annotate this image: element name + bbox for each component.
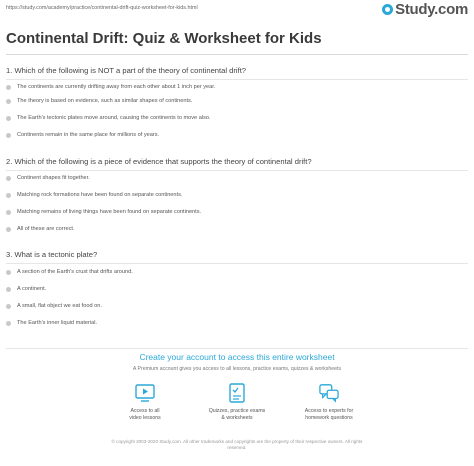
radio-icon[interactable] [6, 176, 11, 181]
radio-icon[interactable] [6, 304, 11, 309]
question-1: 1. Which of the following is NOT a part of the theory of continental drift? [6, 66, 247, 75]
feature-label [305, 408, 353, 421]
radio-icon[interactable] [6, 210, 11, 215]
radio-icon[interactable] [6, 85, 11, 90]
cta-divider [6, 348, 468, 349]
question-3: 3. What is a tectonic plate? [6, 250, 98, 259]
option-label: The Earth's inner liquid material. [17, 320, 98, 326]
question-3-option-4[interactable] [6, 317, 97, 329]
title-divider [6, 54, 468, 55]
feature-label-line: Access to all [130, 408, 160, 414]
radio-icon[interactable] [6, 116, 11, 121]
page-title: Continental Drift: Quiz & Worksheet for Kids [6, 30, 322, 47]
feature-label-line: Quizzes, practice exams [208, 408, 266, 414]
question-3-divider [6, 263, 468, 264]
feature-label [129, 408, 160, 421]
option-label: A small, flat object we eat food on. [17, 303, 102, 309]
feature-label-line: homework questions [305, 414, 353, 421]
feature-label-line: video lessons [129, 414, 161, 421]
question-2-option-2[interactable] [6, 189, 182, 201]
option-label: Continents remain in the same place for millions of years. [17, 132, 160, 138]
feature-video-lessons [100, 383, 190, 421]
question-2-option-3[interactable] [6, 206, 201, 218]
radio-icon[interactable] [6, 193, 11, 198]
radio-icon[interactable] [6, 227, 11, 232]
question-2-option-1[interactable] [6, 172, 90, 184]
copyright-line: reserved. [227, 445, 247, 451]
option-label: Matching remains of living things have been found on separate continents. [17, 209, 202, 215]
option-label: The Earth's tectonic plates move around, causing the continents to move also. [17, 115, 211, 121]
option-label: A section of the Earth's crust that drifts around. [17, 269, 133, 275]
question-1-option-4[interactable] [6, 129, 159, 141]
radio-icon[interactable] [6, 287, 11, 292]
page-url[interactable]: https://study.com/academy/practice/continental-drift-quiz-worksheet-for-kids.html [6, 5, 198, 11]
question-2-option-4[interactable] [6, 223, 75, 235]
study-logo[interactable] [382, 1, 468, 18]
option-label: A continent. [17, 286, 47, 292]
logo-text: Study.com [395, 1, 468, 18]
question-1-divider [6, 79, 468, 80]
radio-icon[interactable] [6, 321, 11, 326]
question-3-option-1[interactable] [6, 266, 133, 278]
radio-icon[interactable] [6, 133, 11, 138]
feature-label-line: Access to experts for [304, 408, 354, 414]
quiz-icon [227, 383, 247, 403]
question-2-divider [6, 170, 468, 171]
radio-icon[interactable] [6, 99, 11, 104]
logo-dot-icon [382, 4, 393, 15]
feature-label [209, 408, 266, 421]
cta-subtitle: A Premium account gives you access to all lessons, practice exams, quizzes & worksheets [132, 366, 342, 372]
question-3-option-2[interactable] [6, 283, 46, 295]
video-icon [135, 383, 155, 403]
option-label: The theory is based on evidence, such as similar shapes of continents. [17, 98, 193, 104]
copyright-footer [0, 439, 474, 452]
radio-icon[interactable] [6, 270, 11, 275]
question-3-option-3[interactable] [6, 300, 102, 312]
option-label: All of these are correct. [17, 226, 75, 232]
option-label: Continent shapes fit together. [17, 175, 90, 181]
copyright-line: © copyright 2003-2020 Study.com. All other trademarks and copyrights are the property of their respective owners. All rights [111, 439, 363, 444]
feature-label-line: & worksheets [221, 414, 253, 421]
question-1-option-2[interactable] [6, 95, 192, 107]
expert-icon [319, 383, 339, 403]
option-label: Matching rock formations have been found on separate continents. [17, 192, 183, 198]
question-1-option-1[interactable] [6, 81, 215, 93]
question-2: 2. Which of the following is a piece of evidence that supports the theory of continental drift? [6, 157, 312, 166]
top-bar [0, 0, 474, 22]
create-account-link[interactable]: Create your account to access this entire worksheet [139, 352, 335, 362]
feature-experts [284, 383, 374, 421]
option-label: The continents are currently drifting away from each other about 1 inch per year. [17, 84, 216, 90]
feature-quizzes [192, 383, 282, 421]
question-1-option-3[interactable] [6, 112, 211, 124]
